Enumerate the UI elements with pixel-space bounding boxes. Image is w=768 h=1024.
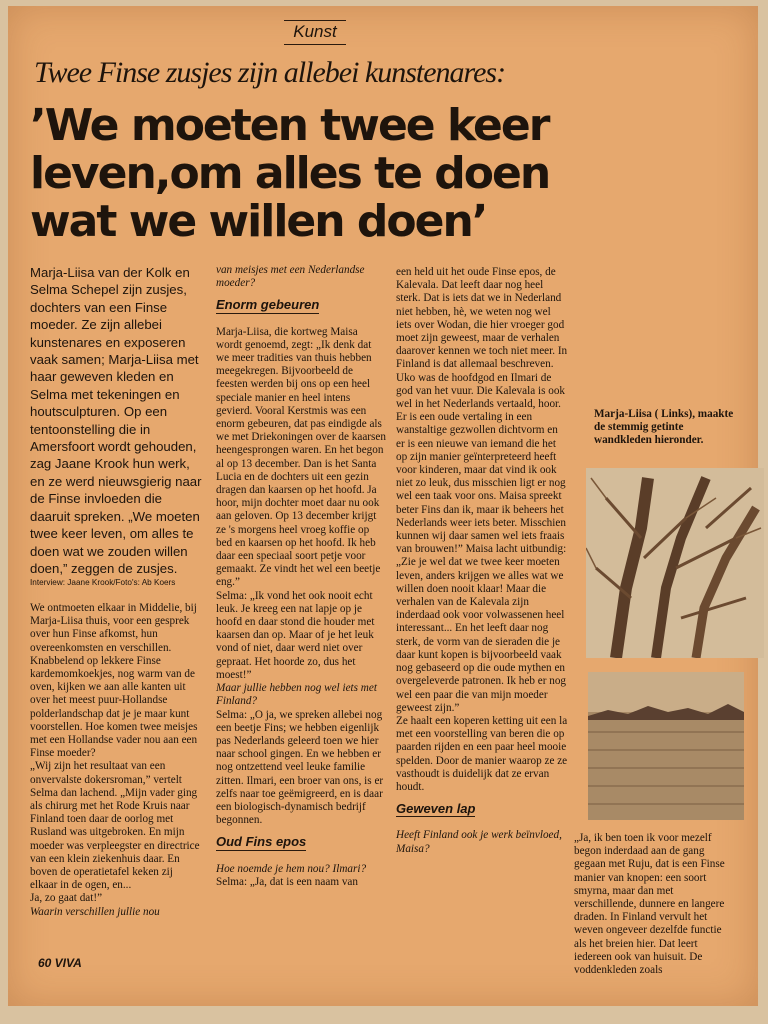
headline — [30, 102, 630, 246]
magazine-page — [8, 6, 758, 1006]
subhead-enorm-gebeuren: Enorm gebeuren — [216, 297, 320, 313]
column-1 — [30, 602, 202, 919]
column-1-body: We ontmoeten elkaar in Middelie, bij Marja-Liisa thuis, voor een gesprek over hun Finse afkomst, hun overeenkomsten en verschillen. Knabbelend op lekkere Finse kardemomkoekjes, nog warm van de oven, kijken we aan alle kanten uit over het meest puur-Hollandse polderlandschap dat je je maar kunt voorstellen. Hoe komen twee meisjes met een Hollandse vader nou aan een Finse moeder? „Wij zijn het resultaat van een onvervalste dokersroman,” vertelt Selma dan lachend. „Mijn vader ging als chirurg met het Rode Kruis naar Finland toen daar de oorlog met Rusland was uitgebroken. En mijn moeder was verpleegster en directrice van een klein ziekenhuis daar. En boven de operatietafel keken zij elkaar in de ogen, en... Ja, zo gaat dat!” — [30, 602, 200, 905]
column-4 — [574, 832, 732, 977]
subhead-oud-fins-epos: Oud Fins epos — [216, 834, 307, 850]
headline-line-1: ’We moeten twee keer — [30, 100, 549, 151]
landscape-tapestry-image — [588, 672, 744, 820]
column-1-question: Waarin verschillen jullie nou — [30, 905, 160, 918]
headline-line-2: leven,om alles te doen — [30, 148, 550, 199]
page-number-brand: 60 VIVA — [38, 956, 82, 970]
photo-landscape-tapestry — [588, 672, 744, 820]
column-2-body-1: Marja-Liisa, die kortweg Maisa wordt genoemd, zegt: „Ik denk dat we meer tradities van thuis hebben meegekregen. Bijvoorbeeld de feesten werden bij ons op een heel speciale manier en heel intens gevierd. Vooral Kerstmis was een enorm gebeuren, dat pas eindigde als we met Driekoningen over de kaarsen heengesprongen waren. En het begon al op 13 december. Dan is het Santa Lucia en de dochters uit een gezin dragen dan kaarsen op het hoofd. Ja hoor, mijn dochter moet daar nu ook aan geloven. Op 13 december krijgt ze 's morgens heel vroeg koffie op bed en kaarsen op het hoofd. Ik heb daar een speciaal soort petje voor gemaakt. Ze vindt het wel een beetje eng.” Selma: „Ik vond het ook nooit echt leuk. Je kreeg een nat lapje op je hoofd en daar stond die houder met kaarsen dan op. Maar of je het leuk vond of niet, daar werd niet over gepraat. Het hoorde zo, dus het moest!” — [216, 325, 386, 681]
column-2-body-3: Selma: „Ja, dat is een naam van — [216, 875, 358, 888]
column-3 — [396, 266, 568, 856]
credit-line: Interview: Jaane Krook/Foto's: Ab Koers — [30, 578, 176, 587]
column-4-body: „Ja, ik ben toen ik voor mezelf begon inderdaad aan de gang gegaan met Ruju, dat is een Finse manier van knopen: een soort smyrna, maar dan met verschillende, dunnere en langere draden. In Finland vervult het weven ongeveer dezelfde functie als het breien hier. Dat leert iedereen ook van huisuit. De voddenkleden zoals — [574, 832, 725, 977]
intro-paragraph: Marja-Liisa van der Kolk en Selma Schepel zijn zusjes, dochters van een Finse moeder. Ze zijn allebei kunstenares en exposeren vaak samen; Marja-Liisa met haar geweven kleden en Selma met tekeningen en houtsculpturen. Op een tentoonstelling die in Amersfoort wordt gehouden, zag Jaane Krook hun werk, en ze werd nieuwsgierig naar de Finse invloeden die daaruit spreken. „We moeten twee keer leven, om alles te doen wat we zouden willen doen,” zeggen de zusjes. — [30, 265, 202, 576]
photo-tree-tapestry — [586, 468, 764, 658]
column-2-body-2: Selma: „O ja, we spreken allebei nog een beetje Fins; we hebben eigenlijk pas Nederlands geleerd toen we hier naar school gingen. En we hebben er nog ontzettend veel leuke familie zitten. Ilmari, een broer van ons, is er zelfs naar toe geëmigreerd, en is daar een biologisch-dynamisch bedrijf begonnen. — [216, 708, 384, 827]
subhead-geweven-lap: Geweven lap — [396, 801, 476, 817]
kicker-line: Twee Finse zusjes zijn allebei kunstenares: — [34, 56, 506, 89]
tree-tapestry-image — [586, 468, 764, 658]
column-3-body: een held uit het oude Finse epos, de Kalevala. Dat leeft daar nog heel sterk. Dat is iets dat we in Nederland niet hebben, hè, we weten nog wel iets over Wodan, die hier vroeger god moet zijn geweest, maar de verhalen daarover kennen we toch niet meer. In Finland is dat allemaal beschreven. Uko was de hoofdgod en Ilmari de god van het vuur. Die Kalevala is ook wel in het Nederlands vertaald, hoor. Er is een oude vertaling in een wanstaltige gezwollen dichtvorm en er is een nieuwe van iemand die het op zijn manier geïnterpreteerd heeft voor kinderen, maar dat vind ik ook niet zo leuk, dus misschien ligt er nog wel een taak voor ons. Maisa spreekt beter Fins dan ik, maar ik beheers het Nederlands weer iets beter. Misschien kunnen wij daar samen wel iets fraais van brouwen!” Maisa lacht uitbundig: „Zie je wel dat we twee keer moeten leven, anders krijgen we alles wat we willen doen nooit klaar! Maar die verhalen van de Kalevala zijn inderdaad ook voor volwassenen heel interessant... En het leeft daar nog sterk, de vorm van de sieraden die je daar kunt kopen is bijvoorbeeld vaak nog gebaseerd op die oude mythen en overgeleverde patronen. Ik heb er nog wel een paar die van mijn moeder geweest zijn.” Ze haalt een koperen ketting uit een la met een voorstelling van beren die op paarden rijden en een paar heel mooie spelden. Door de manier waarop ze ze vasthoudt is duidelijk dat ze ervan houdt. — [396, 266, 568, 793]
headline-line-3: wat we willen doen’ — [30, 196, 487, 247]
column-3-question: Heeft Finland ook je werk beïnvloed, Maisa? — [396, 829, 562, 855]
section-label: Kunst — [284, 20, 346, 45]
column-2 — [216, 264, 386, 889]
photo-caption: Marja-Liisa ( Links), maakte de stemmig getinte wandkleden hieronder. — [594, 408, 734, 447]
column-2-question: van meisjes met een Nederlandse moeder? — [216, 264, 365, 290]
column-2-question-2: Maar jullie hebben nog wel iets met Finland? — [216, 682, 377, 708]
column-2-question-3: Hoe noemde je hem nou? Ilmari? — [216, 862, 367, 875]
